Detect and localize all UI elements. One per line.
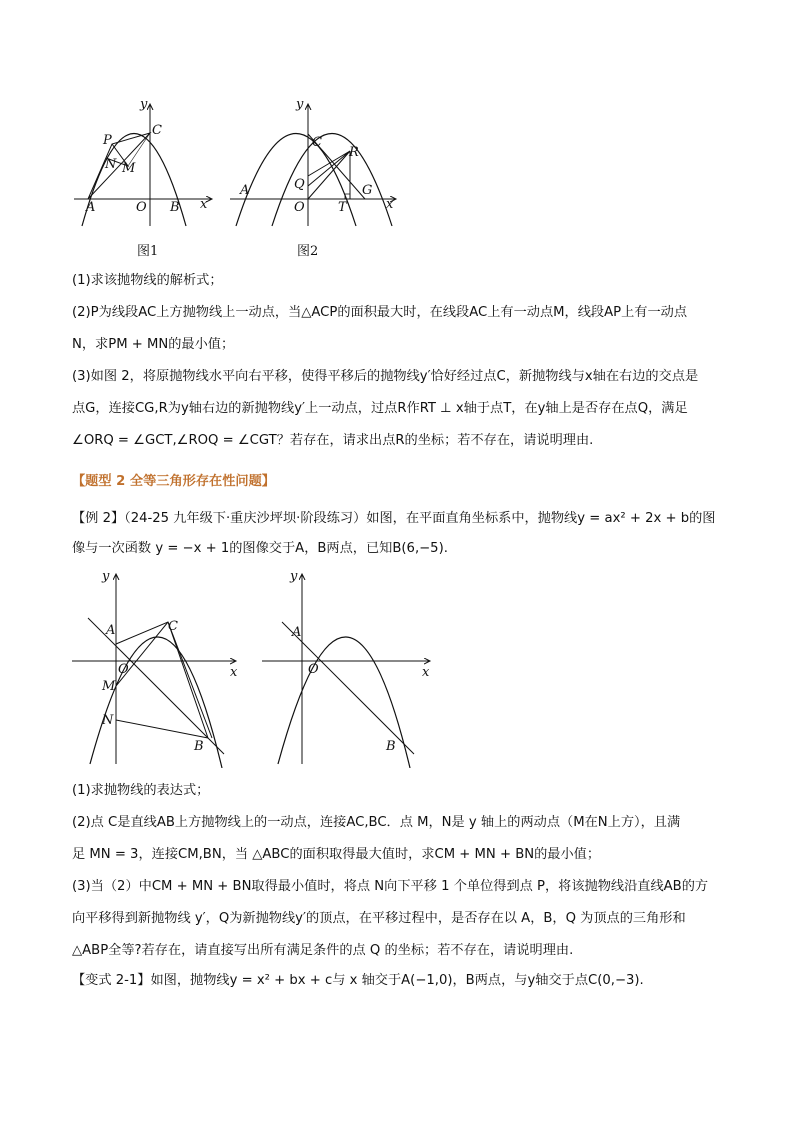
p1-question-3-line1: (3)如图 2，将原抛物线水平向右平移，使得平移后的抛物线y′恰好经过点C，新抛物线与x轴在右边的交点是 xyxy=(72,369,699,384)
figure-2-caption: 图2 xyxy=(297,244,319,259)
p2-question-1: (1)求抛物线的表达式； xyxy=(72,783,210,798)
section-heading: 【题型 2 全等三角形存在性问题】 xyxy=(72,474,275,489)
example2-line1: 【例 2】（24-25 九年级下·重庆沙坪坝·阶段练习）如图，在平面直角坐标系中，抛物线y = ax² + 2x + b的图 xyxy=(72,511,716,526)
label-R: R xyxy=(349,145,359,160)
label-A: A xyxy=(292,625,302,640)
p1-question-2-line2: N，求PM + MN的最小值； xyxy=(72,337,235,352)
example2-line2: 像与一次函数 y = −x + 1的图像交于A，B两点，已知B(6,−5). xyxy=(72,541,448,556)
p2-question-2-line2: 足 MN = 3，连接CM,BN，当 △ABC的面积取得最大值时，求CM + MN + BN的最小值； xyxy=(72,847,601,862)
label-C: C xyxy=(312,135,322,150)
label-P: P xyxy=(103,133,112,148)
label-y: y xyxy=(290,569,298,584)
figure-1 xyxy=(72,96,217,231)
p1-question-2-line1: (2)P为线段AC上方抛物线上一动点，当△ACP的面积最大时，在线段AC上有一动点M，线段AP上有一动点 xyxy=(72,305,688,320)
label-y: y xyxy=(102,569,110,584)
label-B: B xyxy=(386,739,396,754)
label-y: y xyxy=(140,97,148,112)
label-O: O xyxy=(308,662,319,677)
label-A: A xyxy=(86,200,96,215)
label-B: B xyxy=(194,739,204,754)
variant-2-1: 【变式 2-1】如图，抛物线y = x² + bx + c与 x 轴交于A(−1,0)，B两点，与y轴交于点C(0,−3). xyxy=(72,973,644,988)
label-Q: Q xyxy=(294,177,305,192)
label-y: y xyxy=(296,97,304,112)
label-x: x xyxy=(386,197,394,212)
figure-2 xyxy=(228,96,403,231)
triangle-APC xyxy=(88,133,150,199)
figure-1-caption: 图1 xyxy=(137,244,159,259)
figure-3 xyxy=(72,568,242,768)
p2-question-3-line3: △ABP全等?若存在，请直接写出所有满足条件的点 Q 的坐标；若不存在，请说明理由. xyxy=(72,943,574,958)
p2-question-3-line1: (3)当（2）中CM + MN + BN取得最小值时，将点 N向下平移 1 个单位得到点 P，将该抛物线沿直线AB的方 xyxy=(72,879,709,894)
label-C: C xyxy=(152,123,162,138)
label-A: A xyxy=(106,623,116,638)
label-M: M xyxy=(102,679,116,694)
label-N: N xyxy=(105,157,117,172)
figure-4 xyxy=(262,568,437,768)
label-O: O xyxy=(118,662,129,677)
p1-question-3-line3: ∠ORQ = ∠GCT,∠ROQ = ∠CGT？若存在，请求出点R的坐标；若不存在，请说明理由. xyxy=(72,433,594,448)
label-M: M xyxy=(122,161,136,176)
segment-N-B xyxy=(116,720,208,738)
label-x: x xyxy=(422,665,430,680)
segments-Q-R xyxy=(308,151,350,186)
p1-question-3-line2: 点G，连接CG,R为y轴右边的新抛物线y′上一动点，过点R作RT ⊥ x轴于点T，在y轴上是否存在点Q，满足 xyxy=(72,401,688,416)
shifted-parabola xyxy=(272,134,392,227)
label-G: G xyxy=(362,183,373,198)
label-A: A xyxy=(240,183,250,198)
p1-question-1: (1)求该抛物线的解析式； xyxy=(72,273,223,288)
label-T: T xyxy=(338,200,347,215)
label-x: x xyxy=(230,665,238,680)
label-x: x xyxy=(200,197,208,212)
triangle-ACB xyxy=(116,622,208,738)
p2-question-2-line1: (2)点 C是直线AB上方抛物线上的一动点，连接AC,BC．点 M，N是 y 轴上的两动点（M在N上方），且满 xyxy=(72,815,681,830)
label-B: B xyxy=(170,200,180,215)
label-C: C xyxy=(168,619,178,634)
label-O: O xyxy=(136,200,147,215)
p2-question-3-line2: 向平移得到新抛物线 y′，Q为新抛物线y′的顶点，在平移过程中，是否存在以 A，B，Q 为顶点的三角形和 xyxy=(72,911,686,926)
label-N: N xyxy=(102,713,114,728)
label-O: O xyxy=(294,200,305,215)
